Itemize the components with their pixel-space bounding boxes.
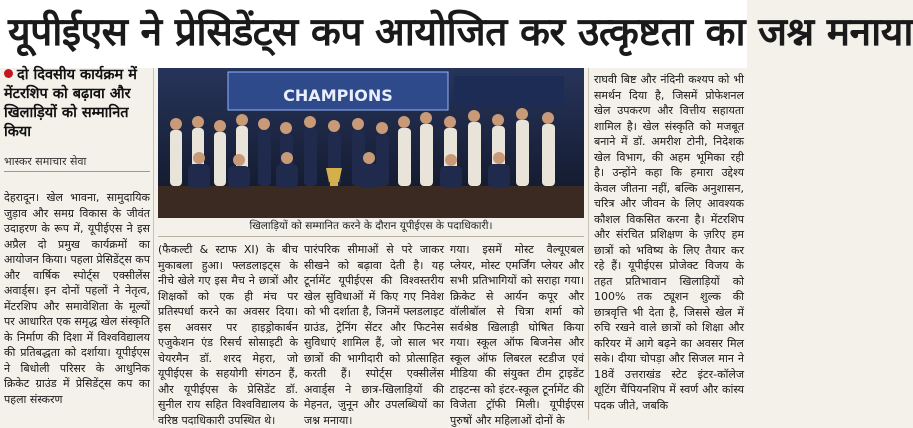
column-5-text: राघवी बिष्ट और नंदिनी कश्यप को भी समर्थन दिया है, जिसमें प्रोफेशनल खेल उपकरण और वित्तीय सहायता शामिल है। खेल संस्कृति को मजबूत बनाने में डॉ. अमरीश टोनी, निदेशक खेल विभाग, की अहम भूमिका रही है। उन्होंने कहा कि हमारा उद्देश्य केवल जीतना नहीं, बल्कि अनुशासन, चरित्र और जीवन के लिए आवश्यक कौशल विकसित करना है। मेंटरशिप और संरचित प्रशिक्षण के ज़रिए हम छात्रों को भविष्य के लिए तैयार कर रहे हैं। यूपीईएस प्रोजेक्ट विजय के तहत प्रतिभावान खिलाड़ियों को 100% तक ट्यूशन शुल्क की छात्रवृत्ति भी देता है, जिससे खेल में रुचि रखने वाले छात्रों को शिक्षा और करियर में आगे बढ़ने का अवसर मिल सके। दीया चोपड़ा और सिजल मान ने 18वें उत्तराखंड स्टेट इंटर-कॉलेज शूटिंग चैंपियनशिप में स्वर्ण और कांस्य पदक जीते, जबकि xyxy=(594,73,744,412)
article-column-4 xyxy=(450,242,584,427)
column-4-text: गया। इसमें मोस्ट वैल्यूएबल प्लेयर, मोस्ट एमर्जिंग प्लेयर और सभी प्रतिभागियों को सराहा गया। क्रिकेट से आर्यन कपूर और वॉलीबॉल से चित्रा शर्मा को सर्वश्रेष्ठ खिलाड़ी घोषित किया गया। स्कूल ऑफ बिजनेस और स्कूल ऑफ लिबरल स्टडीज एवं मीडिया की संयुक्त टीम ट्राइडेंट टाइटन्स को इंटर-स्कूल टूर्नामेंट की विजेता ट्रॉफी मिली। यूपीईएस पुरुषों और महिलाओं दोनों के xyxy=(450,243,584,427)
column-2-text: (फैकल्टी & स्टाफ XI) के बीच मुकाबला हुआ। फ्लडलाइट्स के नीचे खेले गए इस मैच ने छात्रों और शिक्षकों को एक ही मंच पर प्रतिस्पर्धा करने का अवसर दिया। इस अवसर पर हाइड्रोकार्बन एजुकेशन एंड रिसर्च सोसाइटी के चेयरमैन डॉ. शरद मेहरा, जो यूपीईएस के सहयोगी संगठन हैं, और यूपीईएस के प्रेसिडेंट डॉ. सुनील राय सहित विश्वविद्यालय के वरिष्ठ पदाधिकारी उपस्थित थे। xyxy=(158,243,298,427)
article-column-2 xyxy=(158,242,298,427)
subheading-text: दो दिवसीय कार्यक्रम में मेंटरशिप को बढ़ावा और खिलाड़ियों को सम्मानित किया xyxy=(4,67,137,140)
column-3-text: पारंपरिक सीमाओं से परे जाकर सीखने को बढ़ावा देती है। यह टूर्नामेंट यूपीईएस की विश्वस्तरीय खेल सुविधाओं में किए गए निवेश को भी दर्शाता है, जिनमें फ्लडलाइट ग्राउंड, ट्रेनिंग सेंटर और फिटनेस सुविधाएं शामिल हैं, जो साल भर छात्रों की भागीदारी को प्रोत्साहित करती हैं। स्पोर्ट्स एक्सीलेंस अवार्ड्स ने छात्र-खिलाड़ियों की मेहनत, जुनून और उपलब्धियों का जश्न मनाया। xyxy=(304,243,444,427)
article-column-3 xyxy=(304,242,444,427)
photo-caption: खिलाड़ियों को सम्मानित करने के दौरान यूपीईएस के पदाधिकारी। xyxy=(158,219,584,237)
news-photo xyxy=(158,68,584,218)
banner-text: CHAMPIONS xyxy=(283,86,393,105)
headline-bar xyxy=(0,0,913,68)
column-divider xyxy=(153,68,154,420)
bullet-icon xyxy=(4,69,13,78)
column-1-text: देहरादून। खेल भावना, सामुदायिक जुड़ाव और समग्र विकास के जीवंत उदाहरण के रूप में, यूपीईएस ने इस अप्रैल दो प्रमुख कार्यक्रमों का आयोजन किया। पहला प्रेसिडेंट्स कप और वार्षिक स्पोर्ट्स एक्सीलेंस अवार्ड्स। इन दोनों पहलों ने नेतृत्व, मेंटरशिप और समावेशिता के मूल्यों पर आधारित एक समृद्ध खेल संस्कृति के निर्माण की दिशा में विश्वविद्यालय की प्रतिबद्धता को दर्शाया। यूपीईएस ने बिधोली परिसर के आधुनिक क्रिकेट ग्राउंड में प्रेसिडेंट्स कप का पहला संस्करण xyxy=(4,191,150,406)
photo-illustration xyxy=(158,68,584,218)
column-divider xyxy=(588,68,589,420)
byline: भास्कर समाचार सेवा xyxy=(4,154,150,172)
headline: यूपीईएस ने प्रेसिडेंट्स कप आयोजित कर उत्कृष्टता का जश्न मनाया xyxy=(8,10,913,55)
subheading xyxy=(4,66,150,142)
article-column-1 xyxy=(4,190,150,420)
article-column-5 xyxy=(594,72,744,420)
